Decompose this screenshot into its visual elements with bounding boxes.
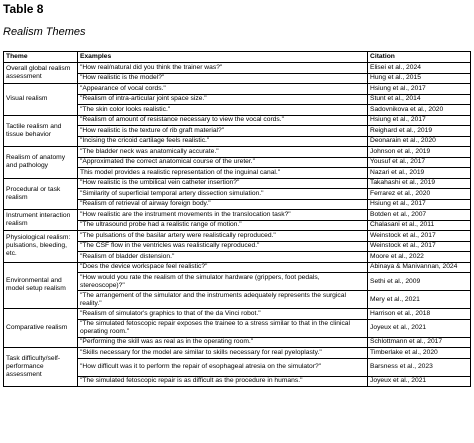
theme-cell: Overall global realism assessment bbox=[4, 63, 78, 84]
theme-cell: Visual realism bbox=[4, 84, 78, 116]
citation-cell: Sethi et al., 2009 bbox=[368, 273, 471, 291]
example-cell: "The bladder neck was anatomically accurate." bbox=[78, 147, 368, 158]
citation-cell: Ferrarez et al., 2020 bbox=[368, 189, 471, 200]
citation-cell: Joyeux et al., 2021 bbox=[368, 376, 471, 387]
citation-cell: Hsiung et al., 2017 bbox=[368, 115, 471, 126]
citation-cell: Mery et al., 2021 bbox=[368, 291, 471, 309]
citation-cell: Botden et al., 2007 bbox=[368, 210, 471, 221]
example-cell: "Performing the skill was as real as in the operating room." bbox=[78, 337, 368, 348]
citation-cell: Hung et al., 2015 bbox=[368, 73, 471, 84]
example-cell: "The CSF flow in the ventricles was realistically reproduced." bbox=[78, 241, 368, 252]
theme-cell: Tactile realism and tissue behavior bbox=[4, 115, 78, 147]
example-cell: "How realistic is the model?" bbox=[78, 73, 368, 84]
citation-cell: Takahashi et al., 2019 bbox=[368, 178, 471, 189]
citation-cell: Chalasani et al., 2011 bbox=[368, 220, 471, 231]
citation-cell: Nazari et al., 2019 bbox=[368, 168, 471, 179]
example-cell: "Does the device workspace feel realistic?" bbox=[78, 262, 368, 273]
citation-cell: Joyeux et al., 2021 bbox=[368, 319, 471, 337]
header-examples: Examples bbox=[78, 52, 368, 63]
example-cell: "The arrangement of the simulator and the instruments adequately represents the surgical reality." bbox=[78, 291, 368, 309]
citation-cell: Weinstock et al., 2017 bbox=[368, 231, 471, 242]
example-cell: "How realistic is the texture of rib graft material?" bbox=[78, 126, 368, 137]
citation-cell: Hsiung et al., 2017 bbox=[368, 199, 471, 210]
table-title: Realism Themes bbox=[3, 26, 86, 38]
example-cell: "Realism of simulator's graphics to that of the da Vinci robot." bbox=[78, 309, 368, 320]
example-cell: "Realism of intra-articular joint space size." bbox=[78, 94, 368, 105]
table-row bbox=[4, 84, 471, 95]
citation-cell: Schlottmann et al., 2017 bbox=[368, 337, 471, 348]
table-row bbox=[4, 63, 471, 74]
example-cell: "How real/natural did you think the trainer was?" bbox=[78, 63, 368, 74]
table-row bbox=[4, 147, 471, 158]
header-citation: Citation bbox=[368, 52, 471, 63]
example-cell: "Appearance of vocal cords." bbox=[78, 84, 368, 95]
example-cell: "How would you rate the realism of the simulator hardware (grippers, foot pedals, stereoscope)?" bbox=[78, 273, 368, 291]
theme-cell: Environmental and model setup realism bbox=[4, 262, 78, 309]
realism-themes-table bbox=[3, 51, 471, 387]
example-cell: "Realism of retrieval of airway foreign body." bbox=[78, 199, 368, 210]
example-cell: "Approximated the correct anatomical course of the ureter." bbox=[78, 157, 368, 168]
citation-cell: Sadovnikova et al., 2020 bbox=[368, 105, 471, 116]
theme-cell: Comparative realism bbox=[4, 309, 78, 348]
citation-cell: Harrison et al., 2018 bbox=[368, 309, 471, 320]
example-cell: "How realistic is the umbilical vein catheter insertion?" bbox=[78, 178, 368, 189]
citation-cell: Weinstock et al., 2017 bbox=[368, 241, 471, 252]
example-cell: "The pulsations of the basilar artery were realistically reproduced." bbox=[78, 231, 368, 242]
citation-cell: Abinaya & Manivannan, 2024 bbox=[368, 262, 471, 273]
citation-cell: Barsness et al., 2023 bbox=[368, 358, 471, 376]
example-cell: "How difficult was it to perform the repair of esophageal atresia on the simulator?" bbox=[78, 358, 368, 376]
citation-cell: Moore et al., 2022 bbox=[368, 252, 471, 263]
table-body bbox=[4, 63, 471, 387]
citation-cell: Elisei et al., 2024 bbox=[368, 63, 471, 74]
citation-cell: Stunt et al., 2014 bbox=[368, 94, 471, 105]
example-cell: "The simulated fetoscopic repair is as difficult as the procedure in humans." bbox=[78, 376, 368, 387]
citation-cell: Deonarain et al., 2020 bbox=[368, 136, 471, 147]
example-cell: "The skin color looks realistic." bbox=[78, 105, 368, 116]
example-cell: "The simulated fetoscopic repair exposes the trainee to a stress similar to that in the clinical operating room." bbox=[78, 319, 368, 337]
table-row bbox=[4, 262, 471, 273]
header-row bbox=[4, 52, 471, 63]
table-row bbox=[4, 309, 471, 320]
example-cell: "How realistic are the instrument movements in the translocation task?" bbox=[78, 210, 368, 221]
table-row bbox=[4, 115, 471, 126]
table-row bbox=[4, 178, 471, 189]
citation-cell: Reighard et al., 2019 bbox=[368, 126, 471, 137]
example-cell: "The ultrasound probe had a realistic range of motion." bbox=[78, 220, 368, 231]
example-cell: "Skills necessary for the model are similar to skills necessary for real pyeloplasty." bbox=[78, 348, 368, 359]
theme-cell: Procedural or task realism bbox=[4, 178, 78, 210]
theme-cell: Instrument interaction realism bbox=[4, 210, 78, 231]
example-cell: This model provides a realistic representation of the inguinal canal." bbox=[78, 168, 368, 179]
table-label: Table 8 bbox=[3, 2, 44, 16]
citation-cell: Yousuf et al., 2017 bbox=[368, 157, 471, 168]
theme-cell: Physiological realism: pulsations, bleeding, etc. bbox=[4, 231, 78, 263]
citation-cell: Hsiung et al., 2017 bbox=[368, 84, 471, 95]
table-row bbox=[4, 348, 471, 359]
header-theme: Theme bbox=[4, 52, 78, 63]
theme-cell: Task difficulty/self-performance assessment bbox=[4, 348, 78, 387]
citation-cell: Johnson et al., 2019 bbox=[368, 147, 471, 158]
example-cell: "Realism of bladder distension." bbox=[78, 252, 368, 263]
table-row bbox=[4, 231, 471, 242]
example-cell: "Realism of amount of resistance necessary to view the vocal cords." bbox=[78, 115, 368, 126]
citation-cell: Timberlake et al., 2020 bbox=[368, 348, 471, 359]
theme-cell: Realism of anatomy and pathology bbox=[4, 147, 78, 179]
table-row bbox=[4, 210, 471, 221]
example-cell: "Incising the cricoid cartilage feels realistic." bbox=[78, 136, 368, 147]
example-cell: "Similarity of superficial temporal artery dissection simulation." bbox=[78, 189, 368, 200]
